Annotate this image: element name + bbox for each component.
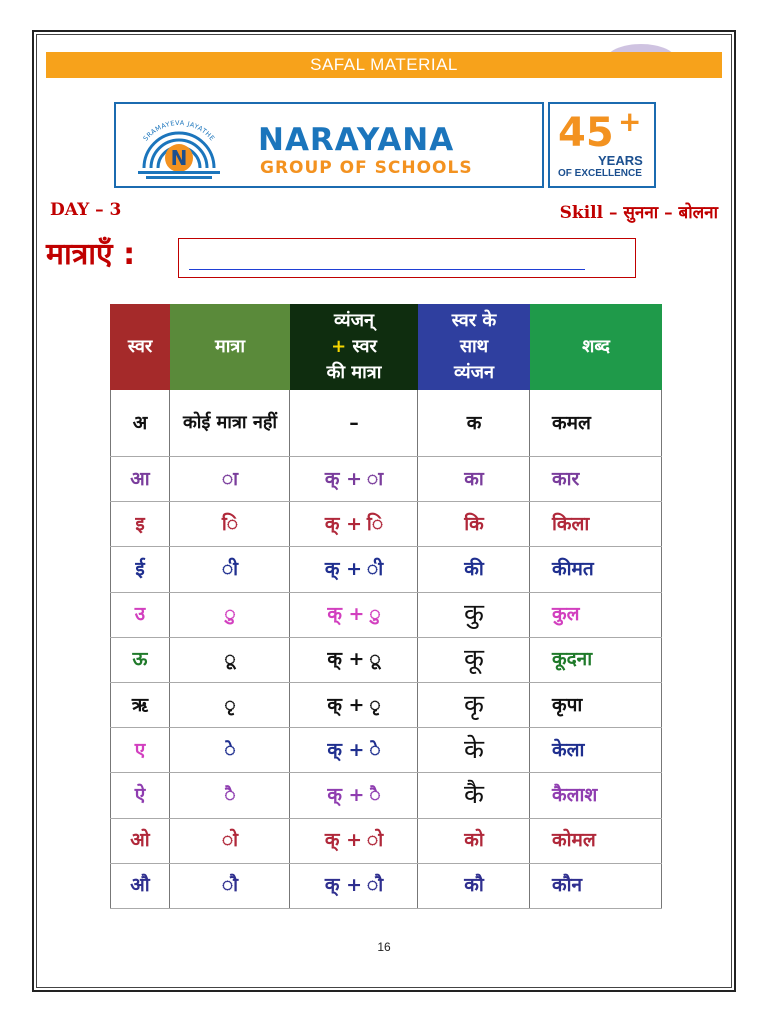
cell-text: कुल [552,603,580,626]
years-label: YEARS [598,153,643,168]
header-swar [110,304,170,390]
cell-matra [170,592,290,637]
cell-text: के [460,735,488,765]
header-line: + स्वर [331,336,377,357]
header-line: शब्द [582,336,610,357]
cell-swar [110,863,170,908]
cell-swar [110,727,170,772]
cell-swar [110,637,170,682]
cell-result [418,390,530,456]
cell-text: क् + ी [324,557,384,580]
cell-text: कृपा [552,693,583,716]
header-line: साथ [459,336,489,357]
cell-result [418,456,530,501]
cell-combo [290,863,418,908]
cell-swar [110,546,170,591]
cell-text: उ [134,603,146,626]
cell-result [418,772,530,817]
cell-text: क् + े [327,738,381,761]
safal-banner: SAFAL MATERIAL [46,52,722,78]
cell-text: क् + ि [324,512,384,535]
cell-word [530,592,662,637]
cell-text: औ [130,874,150,897]
cell-text: ई [135,557,145,580]
cell-text: क् + ो [324,829,384,852]
cell-text: क [466,412,482,434]
cell-result [418,501,530,546]
cell-result [418,818,530,863]
cell-text: ओ [130,829,150,852]
cell-text: कार [552,467,580,490]
cell-matra [170,772,290,817]
cell-matra [170,501,290,546]
cell-word [530,456,662,501]
cell-matra [170,682,290,727]
matra-title: मात्राएँ : [46,237,136,272]
cell-combo [290,592,418,637]
cell-text: ै [224,783,236,806]
cell-matra [170,863,290,908]
cell-text: किला [552,512,590,535]
narayana-emblem-icon [124,108,234,184]
page-number: 16 [377,940,391,954]
cell-text: कौन [552,874,583,897]
cell-text: केला [552,738,585,761]
header-line: व्यंजन [454,362,494,383]
header-line: स्वर [127,336,153,357]
cell-result [418,863,530,908]
cell-text: ृ [224,693,236,716]
cell-combo [290,682,418,727]
cell-swar [110,390,170,456]
cell-text: क् + ृ [327,693,381,716]
cell-text: इ [135,512,145,535]
cell-combo [290,818,418,863]
cell-swar [110,818,170,863]
cell-text: कृ [460,690,488,720]
cell-text: ए [134,738,146,761]
cell-result [418,682,530,727]
header-result [418,304,530,390]
cell-combo [290,501,418,546]
cell-text: ि [221,512,239,535]
cell-swar [110,592,170,637]
cell-text: ो [221,829,239,852]
cell-text: कि [464,512,484,535]
narayana-logo [114,102,544,188]
skill-label: Skill – सुनना – बोलना [559,203,718,223]
cell-text: ौ [221,874,239,897]
years-of-excellence-badge [548,102,656,188]
cell-text: े [224,738,236,761]
cell-combo [290,390,418,456]
cell-matra [170,637,290,682]
cell-text: – [349,412,359,434]
emblem-letter: N [170,146,188,170]
cell-text: कोई मात्रा नहीं [182,412,278,433]
cell-text: ु [224,603,236,626]
cell-matra [170,390,290,456]
cell-result [418,546,530,591]
cell-combo [290,772,418,817]
header-line: स्वर के [451,310,497,331]
cell-text: ऋ [131,693,149,716]
school-name: NARAYANA [258,122,455,158]
cell-result [418,637,530,682]
cell-result [418,592,530,637]
cell-text: कैलाश [552,783,598,806]
cell-swar [110,682,170,727]
header-matra [170,304,290,390]
years-number: 45 [558,110,614,156]
header-line: की मात्रा [326,362,382,383]
day-label: DAY – 3 [50,200,122,220]
cell-text: कमल [552,412,591,434]
cell-combo [290,546,418,591]
cell-text: आ [130,467,150,490]
cell-text: कु [460,599,488,629]
cell-text: अ [132,412,148,434]
cell-text: कै [460,780,488,810]
cell-text: ऐ [134,783,146,806]
cell-word [530,546,662,591]
header-line: मात्रा [214,336,246,357]
cell-result [418,727,530,772]
header-combo [290,304,418,390]
matra-table [110,304,662,908]
cell-swar [110,501,170,546]
cell-word [530,637,662,682]
cell-text: ी [221,557,239,580]
cell-swar [110,456,170,501]
years-excellence: OF EXCELLENCE [558,168,642,179]
years-plus: + [618,105,642,138]
answer-box [178,238,636,278]
cell-text: क् + ै [327,783,381,806]
cell-text: क् + ौ [324,874,384,897]
cell-matra [170,456,290,501]
cell-text: कोमल [552,829,596,852]
cell-word [530,818,662,863]
emblem-motto: SRAMAYEVA JAYATHE [141,118,217,143]
table-row-divider [110,908,662,909]
cell-word [530,501,662,546]
cell-matra [170,818,290,863]
cell-word [530,863,662,908]
cell-text: क् + ू [327,648,381,671]
cell-text: कू [460,644,488,674]
cell-text: ऊ [132,648,148,671]
cell-text: कीमत [552,557,594,580]
cell-text: की [464,557,484,580]
header-word [530,304,662,390]
cell-text: कौ [464,874,484,897]
cell-text: ू [224,648,236,671]
answer-line [189,269,585,270]
cell-word [530,682,662,727]
cell-text: कूदना [552,648,593,671]
cell-text: को [464,829,484,852]
school-subtitle: GROUP OF SCHOOLS [260,158,473,178]
cell-word [530,390,662,456]
cell-word [530,772,662,817]
cell-matra [170,546,290,591]
cell-text: ा [221,467,239,490]
cell-combo [290,727,418,772]
cell-combo [290,637,418,682]
cell-text: क् + ु [327,603,381,626]
cell-swar [110,772,170,817]
header-line: व्यंजन् [334,310,374,331]
cell-text: का [464,467,484,490]
cell-text: क् + ा [324,467,384,490]
cell-word [530,727,662,772]
cell-matra [170,727,290,772]
cell-combo [290,456,418,501]
